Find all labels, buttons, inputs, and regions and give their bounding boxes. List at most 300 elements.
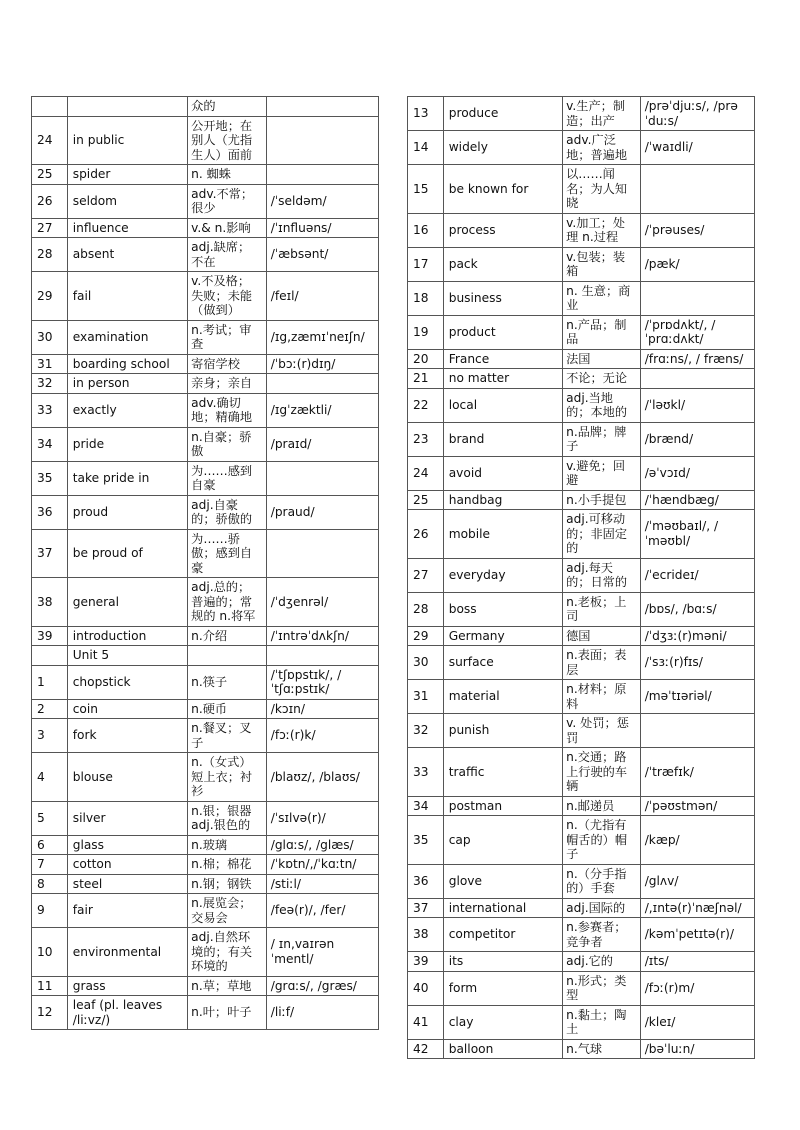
- entry-phonetic: [640, 281, 754, 315]
- entry-phonetic: /ˈdʒenrəl/: [266, 578, 378, 627]
- entry-phonetic: /ˈseldəm/: [266, 184, 378, 218]
- entry-phonetic: /bəˈluːn/: [640, 1039, 754, 1059]
- entry-phonetic: [640, 165, 754, 214]
- vocab-row: [408, 422, 755, 456]
- entry-meaning: adj.它的: [563, 952, 641, 972]
- entry-number: 35: [408, 816, 444, 865]
- vocab-row: [408, 247, 755, 281]
- entry-meaning: n.钢；钢铁: [188, 874, 267, 894]
- entry-meaning: n.形式；类型: [563, 971, 641, 1005]
- entry-phonetic: /frɑːns/, / fræns/: [640, 349, 754, 369]
- entry-meaning: 众的: [188, 97, 267, 117]
- vocab-row: [32, 874, 379, 894]
- entry-number: [32, 97, 68, 117]
- entry-phonetic: /ˈsɜː(r)fɪs/: [640, 646, 754, 680]
- entry-number: 15: [408, 165, 444, 214]
- entry-word: chopstick: [67, 665, 187, 699]
- vocab-row: [408, 796, 755, 816]
- entry-phonetic: [266, 374, 378, 394]
- vocab-row: [32, 578, 379, 627]
- entry-meaning: n.（分手指的）手套: [563, 864, 641, 898]
- vocab-row: [408, 918, 755, 952]
- entry-meaning: v.加工；处理 n.过程: [563, 213, 641, 247]
- entry-word: fork: [67, 719, 187, 753]
- entry-word: balloon: [443, 1039, 562, 1059]
- entry-meaning: n.邮递员: [563, 796, 641, 816]
- entry-word: steel: [67, 874, 187, 894]
- entry-meaning: n.（尤指有帽舌的）帽子: [563, 816, 641, 865]
- entry-phonetic: /ˈhændbæg/: [640, 490, 754, 510]
- entry-number: 37: [32, 529, 68, 578]
- entry-number: 26: [32, 184, 68, 218]
- entry-meaning: v.& n.影响: [188, 218, 267, 238]
- entry-word: boarding school: [67, 354, 187, 374]
- vocab-row: [32, 719, 379, 753]
- entry-word: glass: [67, 835, 187, 855]
- entry-word: absent: [67, 238, 187, 272]
- entry-number: 32: [32, 374, 68, 394]
- entry-meaning: adj.总的；普遍的；常规的 n.将军: [188, 578, 267, 627]
- entry-meaning: n.材料；原料: [563, 680, 641, 714]
- entry-phonetic: /praɪd/: [266, 427, 378, 461]
- entry-number: 33: [408, 748, 444, 797]
- entry-meaning: n. 生意；商业: [563, 281, 641, 315]
- vocab-row: [32, 238, 379, 272]
- entry-meaning: v.不及格；失败；未能（做到）: [188, 272, 267, 321]
- entry-phonetic: /ˈbɔː(r)dɪŋ/: [266, 354, 378, 374]
- entry-word: international: [443, 898, 562, 918]
- entry-phonetic: /kɔɪn/: [266, 699, 378, 719]
- entry-number: 24: [32, 116, 68, 165]
- vocab-row: [32, 529, 379, 578]
- entry-word: examination: [67, 320, 187, 354]
- vocab-row: [408, 680, 755, 714]
- vocab-row: [32, 928, 379, 977]
- entry-phonetic: /ˈdʒɜː(r)məni/: [640, 626, 754, 646]
- entry-number: 17: [408, 247, 444, 281]
- entry-word: pride: [67, 427, 187, 461]
- vocab-row: [32, 801, 379, 835]
- entry-word: be proud of: [67, 529, 187, 578]
- entry-phonetic: /məˈtɪəriəl/: [640, 680, 754, 714]
- entry-phonetic: /bɒs/, /bɑːs/: [640, 592, 754, 626]
- entry-meaning: n.玻璃: [188, 835, 267, 855]
- entry-phonetic: /feə(r)/, /fer/: [266, 894, 378, 928]
- entry-number: 7: [32, 855, 68, 875]
- vocab-row: [32, 184, 379, 218]
- vocab-row: [32, 374, 379, 394]
- entry-meaning: n. 蜘蛛: [188, 165, 267, 185]
- entry-meaning: n.表面；表层: [563, 646, 641, 680]
- vocab-row: [32, 97, 379, 117]
- entry-number: 2: [32, 699, 68, 719]
- entry-meaning: n.气球: [563, 1039, 641, 1059]
- entry-meaning: n.参赛者；竞争者: [563, 918, 641, 952]
- entry-phonetic: /ˈməʊbaɪl/, /ˈməʊbl/: [640, 510, 754, 559]
- vocab-row: [408, 952, 755, 972]
- entry-word: material: [443, 680, 562, 714]
- entry-meaning: 法国: [563, 349, 641, 369]
- entry-phonetic: /ˈkɒtn/,/ˈkɑːtn/: [266, 855, 378, 875]
- vocab-row: [32, 976, 379, 996]
- vocab-row: [32, 272, 379, 321]
- entry-meaning: n.筷子: [188, 665, 267, 699]
- entry-word: coin: [67, 699, 187, 719]
- entry-meaning: n.交通；路上行驶的车辆: [563, 748, 641, 797]
- vocab-row: [408, 898, 755, 918]
- entry-meaning: 寄宿学校: [188, 354, 267, 374]
- vocab-row: [408, 1005, 755, 1039]
- entry-meaning: 以……闻名；为人知晓: [563, 165, 641, 214]
- entry-word: business: [443, 281, 562, 315]
- entry-number: 38: [32, 578, 68, 627]
- entry-phonetic: /kleɪ/: [640, 1005, 754, 1039]
- entry-word: spider: [67, 165, 187, 185]
- entry-number: 16: [408, 213, 444, 247]
- entry-phonetic: /ˈæbsənt/: [266, 238, 378, 272]
- entry-number: 31: [32, 354, 68, 374]
- entry-number: 6: [32, 835, 68, 855]
- entry-number: 22: [408, 388, 444, 422]
- entry-number: 4: [32, 753, 68, 802]
- entry-phonetic: /liːf/: [266, 996, 378, 1030]
- vocab-row: [408, 646, 755, 680]
- entry-meaning: adj.当地的；本地的: [563, 388, 641, 422]
- vocab-row: [32, 996, 379, 1030]
- vocab-row: [32, 427, 379, 461]
- entry-meaning: n.介绍: [188, 626, 267, 646]
- entry-meaning: adj.缺席；不在: [188, 238, 267, 272]
- vocab-row: [408, 131, 755, 165]
- vocab-row: [408, 213, 755, 247]
- entry-word: process: [443, 213, 562, 247]
- entry-meaning: n.产品；制品: [563, 315, 641, 349]
- entry-number: 30: [32, 320, 68, 354]
- entry-phonetic: /ɪts/: [640, 952, 754, 972]
- entry-word: silver: [67, 801, 187, 835]
- entry-word: no matter: [443, 369, 562, 389]
- vocab-row: [32, 855, 379, 875]
- vocab-row: [408, 714, 755, 748]
- entry-meaning: adj.自豪的；骄傲的: [188, 495, 267, 529]
- entry-meaning: v.生产；制造；出产: [563, 97, 641, 131]
- entry-meaning: n.考试；审查: [188, 320, 267, 354]
- vocab-table-right-body: [408, 97, 755, 1059]
- vocab-row: [32, 894, 379, 928]
- entry-phonetic: /praud/: [266, 495, 378, 529]
- entry-word: be known for: [443, 165, 562, 214]
- entry-meaning: 德国: [563, 626, 641, 646]
- entry-meaning: adv.广泛地；普遍地: [563, 131, 641, 165]
- entry-word: France: [443, 349, 562, 369]
- entry-word: influence: [67, 218, 187, 238]
- entry-number: 42: [408, 1039, 444, 1059]
- vocab-row: [408, 816, 755, 865]
- vocab-row: [408, 864, 755, 898]
- entry-phonetic: [266, 529, 378, 578]
- entry-word: everyday: [443, 558, 562, 592]
- entry-word: form: [443, 971, 562, 1005]
- entry-meaning: n.餐叉；叉子: [188, 719, 267, 753]
- entry-number: 41: [408, 1005, 444, 1039]
- entry-phonetic: /ˈsɪlvə(r)/: [266, 801, 378, 835]
- vocab-row: [408, 490, 755, 510]
- entry-phonetic: /ˈtʃɒpstɪk/, /ˈtʃɑːpstɪk/: [266, 665, 378, 699]
- entry-number: 38: [408, 918, 444, 952]
- vocab-row: [408, 592, 755, 626]
- vocab-row: [408, 281, 755, 315]
- entry-word: brand: [443, 422, 562, 456]
- entry-number: 19: [408, 315, 444, 349]
- entry-number: 25: [32, 165, 68, 185]
- entry-phonetic: /ˈwaɪdli/: [640, 131, 754, 165]
- vocab-row: [408, 1039, 755, 1059]
- entry-word: avoid: [443, 456, 562, 490]
- entry-phonetic: /ˈləʊkl/: [640, 388, 754, 422]
- entry-number: 1: [32, 665, 68, 699]
- entry-word: fail: [67, 272, 187, 321]
- entry-meaning: [188, 646, 267, 666]
- vocab-row: [32, 354, 379, 374]
- entry-word: surface: [443, 646, 562, 680]
- entry-number: 30: [408, 646, 444, 680]
- entry-phonetic: [266, 461, 378, 495]
- entry-number: 39: [32, 626, 68, 646]
- entry-number: 9: [32, 894, 68, 928]
- entry-meaning: n.硬币: [188, 699, 267, 719]
- entry-number: 24: [408, 456, 444, 490]
- entry-word: pack: [443, 247, 562, 281]
- entry-phonetic: /ˈecrideɪ/: [640, 558, 754, 592]
- entry-phonetic: /ˈɪntrəˈdʌkʃn/: [266, 626, 378, 646]
- vocab-row: [32, 835, 379, 855]
- entry-word: proud: [67, 495, 187, 529]
- entry-phonetic: /fɔː(r)m/: [640, 971, 754, 1005]
- entry-word: mobile: [443, 510, 562, 559]
- entry-number: 23: [408, 422, 444, 456]
- entry-phonetic: [640, 369, 754, 389]
- entry-meaning: adv.确切地；精确地: [188, 393, 267, 427]
- entry-meaning: 为……骄傲；感到自豪: [188, 529, 267, 578]
- entry-meaning: 为……感到自豪: [188, 461, 267, 495]
- vocab-row: [408, 388, 755, 422]
- entry-word: widely: [443, 131, 562, 165]
- entry-number: 28: [32, 238, 68, 272]
- entry-number: 14: [408, 131, 444, 165]
- entry-number: 33: [32, 393, 68, 427]
- entry-meaning: n.老板；上司: [563, 592, 641, 626]
- entry-meaning: n.银；银器 adj.银色的: [188, 801, 267, 835]
- entry-phonetic: / ɪn,vaɪrənˈmentl/: [266, 928, 378, 977]
- entry-meaning: adj.可移动的；非固定的: [563, 510, 641, 559]
- vocab-row: [408, 971, 755, 1005]
- entry-word: produce: [443, 97, 562, 131]
- entry-number: 29: [32, 272, 68, 321]
- entry-meaning: v.避免；回避: [563, 456, 641, 490]
- entry-word: in public: [67, 116, 187, 165]
- entry-word: fair: [67, 894, 187, 928]
- entry-word: glove: [443, 864, 562, 898]
- entry-word: grass: [67, 976, 187, 996]
- vocab-table-left: [31, 96, 379, 1030]
- entry-phonetic: /glɑːs/, /glæs/: [266, 835, 378, 855]
- entry-number: 12: [32, 996, 68, 1030]
- entry-number: 36: [32, 495, 68, 529]
- entry-meaning: 公开地；在别人（尤指生人）面前: [188, 116, 267, 165]
- entry-phonetic: /glʌv/: [640, 864, 754, 898]
- entry-word: local: [443, 388, 562, 422]
- vocab-row: [408, 349, 755, 369]
- entry-meaning: v.包装；装箱: [563, 247, 641, 281]
- vocab-row: [32, 753, 379, 802]
- entry-number: 13: [408, 97, 444, 131]
- entry-word: handbag: [443, 490, 562, 510]
- entry-meaning: adj.每天的；日常的: [563, 558, 641, 592]
- vocab-row: [32, 116, 379, 165]
- vocab-row: [408, 369, 755, 389]
- entry-phonetic: [266, 116, 378, 165]
- vocab-row: [32, 393, 379, 427]
- vocab-row: [408, 626, 755, 646]
- entry-meaning: 亲身；亲自: [188, 374, 267, 394]
- entry-number: 31: [408, 680, 444, 714]
- entry-phonetic: [266, 646, 378, 666]
- entry-word: environmental: [67, 928, 187, 977]
- entry-phonetic: /ˈpəʊstmən/: [640, 796, 754, 816]
- entry-meaning: n.（女式）短上衣；衬衫: [188, 753, 267, 802]
- entry-number: 20: [408, 349, 444, 369]
- entry-word: product: [443, 315, 562, 349]
- entry-phonetic: /əˈvɔɪd/: [640, 456, 754, 490]
- entry-number: 40: [408, 971, 444, 1005]
- entry-phonetic: /kæp/: [640, 816, 754, 865]
- entry-number: 36: [408, 864, 444, 898]
- entry-number: 10: [32, 928, 68, 977]
- entry-word: cotton: [67, 855, 187, 875]
- entry-word: general: [67, 578, 187, 627]
- vocab-table-right: [407, 96, 755, 1059]
- vocab-row: [408, 510, 755, 559]
- entry-phonetic: [266, 97, 378, 117]
- entry-number: 34: [408, 796, 444, 816]
- entry-phonetic: /ˈtræfɪk/: [640, 748, 754, 797]
- vocab-row: [408, 558, 755, 592]
- entry-phonetic: /kəmˈpetɪtə(r)/: [640, 918, 754, 952]
- entry-phonetic: [266, 165, 378, 185]
- entry-meaning: 不论；无论: [563, 369, 641, 389]
- entry-meaning: n.草；草地: [188, 976, 267, 996]
- entry-phonetic: /ɪg,zæmɪˈneɪʃn/: [266, 320, 378, 354]
- vocab-row: [408, 748, 755, 797]
- entry-word: blouse: [67, 753, 187, 802]
- entry-number: 28: [408, 592, 444, 626]
- entry-word: leaf (pl. leaves /liːvz/): [67, 996, 187, 1030]
- entry-number: 8: [32, 874, 68, 894]
- entry-word: exactly: [67, 393, 187, 427]
- entry-number: 29: [408, 626, 444, 646]
- entry-phonetic: [640, 714, 754, 748]
- entry-meaning: n.自豪；骄傲: [188, 427, 267, 461]
- entry-number: 37: [408, 898, 444, 918]
- vocab-row: [32, 461, 379, 495]
- vocab-row: [32, 495, 379, 529]
- entry-number: 5: [32, 801, 68, 835]
- entry-word: boss: [443, 592, 562, 626]
- entry-number: 21: [408, 369, 444, 389]
- entry-number: 18: [408, 281, 444, 315]
- entry-meaning: n.棉；棉花: [188, 855, 267, 875]
- entry-meaning: n.叶；叶子: [188, 996, 267, 1030]
- entry-phonetic: /fɔː(r)k/: [266, 719, 378, 753]
- entry-word: punish: [443, 714, 562, 748]
- entry-phonetic: /grɑːs/, /græs/: [266, 976, 378, 996]
- vocab-row: [32, 218, 379, 238]
- entry-phonetic: /ˈɪnfluəns/: [266, 218, 378, 238]
- entry-word: clay: [443, 1005, 562, 1039]
- entry-number: 27: [408, 558, 444, 592]
- entry-word: postman: [443, 796, 562, 816]
- vocab-row: [32, 320, 379, 354]
- entry-phonetic: /stiːl/: [266, 874, 378, 894]
- entry-number: [32, 646, 68, 666]
- entry-word: cap: [443, 816, 562, 865]
- vocab-row: [408, 165, 755, 214]
- vocab-row: [32, 646, 379, 666]
- entry-word: in person: [67, 374, 187, 394]
- entry-phonetic: /,ɪntə(r)ˈnæʃnəl/: [640, 898, 754, 918]
- entry-word: its: [443, 952, 562, 972]
- vocab-row: [32, 626, 379, 646]
- entry-phonetic: /prəˈdjuːs/, /prəˈduːs/: [640, 97, 754, 131]
- entry-meaning: n.品牌；牌子: [563, 422, 641, 456]
- vocab-table-left-body: [32, 97, 379, 1030]
- entry-meaning: n.黏土；陶土: [563, 1005, 641, 1039]
- entry-meaning: n.展览会；交易会: [188, 894, 267, 928]
- entry-number: 35: [32, 461, 68, 495]
- entry-number: 39: [408, 952, 444, 972]
- entry-word: introduction: [67, 626, 187, 646]
- vocab-row: [408, 315, 755, 349]
- entry-number: 27: [32, 218, 68, 238]
- vocab-row: [408, 456, 755, 490]
- vocab-row: [32, 665, 379, 699]
- entry-word: seldom: [67, 184, 187, 218]
- entry-word: Germany: [443, 626, 562, 646]
- vocab-row: [408, 97, 755, 131]
- entry-meaning: adj.自然环境的；有关环境的: [188, 928, 267, 977]
- entry-number: 25: [408, 490, 444, 510]
- entry-phonetic: /ˈprɒdʌkt/, /ˈprɑːdʌkt/: [640, 315, 754, 349]
- entry-phonetic: /feɪl/: [266, 272, 378, 321]
- entry-number: 32: [408, 714, 444, 748]
- entry-phonetic: /brænd/: [640, 422, 754, 456]
- vocab-row: [32, 699, 379, 719]
- entry-number: 34: [32, 427, 68, 461]
- entry-phonetic: /blaʊz/, /blaʊs/: [266, 753, 378, 802]
- entry-word: traffic: [443, 748, 562, 797]
- entry-phonetic: /ɪgˈzæktli/: [266, 393, 378, 427]
- entry-meaning: v. 处罚；惩罚: [563, 714, 641, 748]
- entry-word: competitor: [443, 918, 562, 952]
- entry-number: 26: [408, 510, 444, 559]
- entry-number: 3: [32, 719, 68, 753]
- entry-meaning: adv.不常；很少: [188, 184, 267, 218]
- vocab-row: [32, 165, 379, 185]
- entry-phonetic: /ˈprəuses/: [640, 213, 754, 247]
- entry-meaning: adj.国际的: [563, 898, 641, 918]
- entry-phonetic: /pæk/: [640, 247, 754, 281]
- entry-number: 11: [32, 976, 68, 996]
